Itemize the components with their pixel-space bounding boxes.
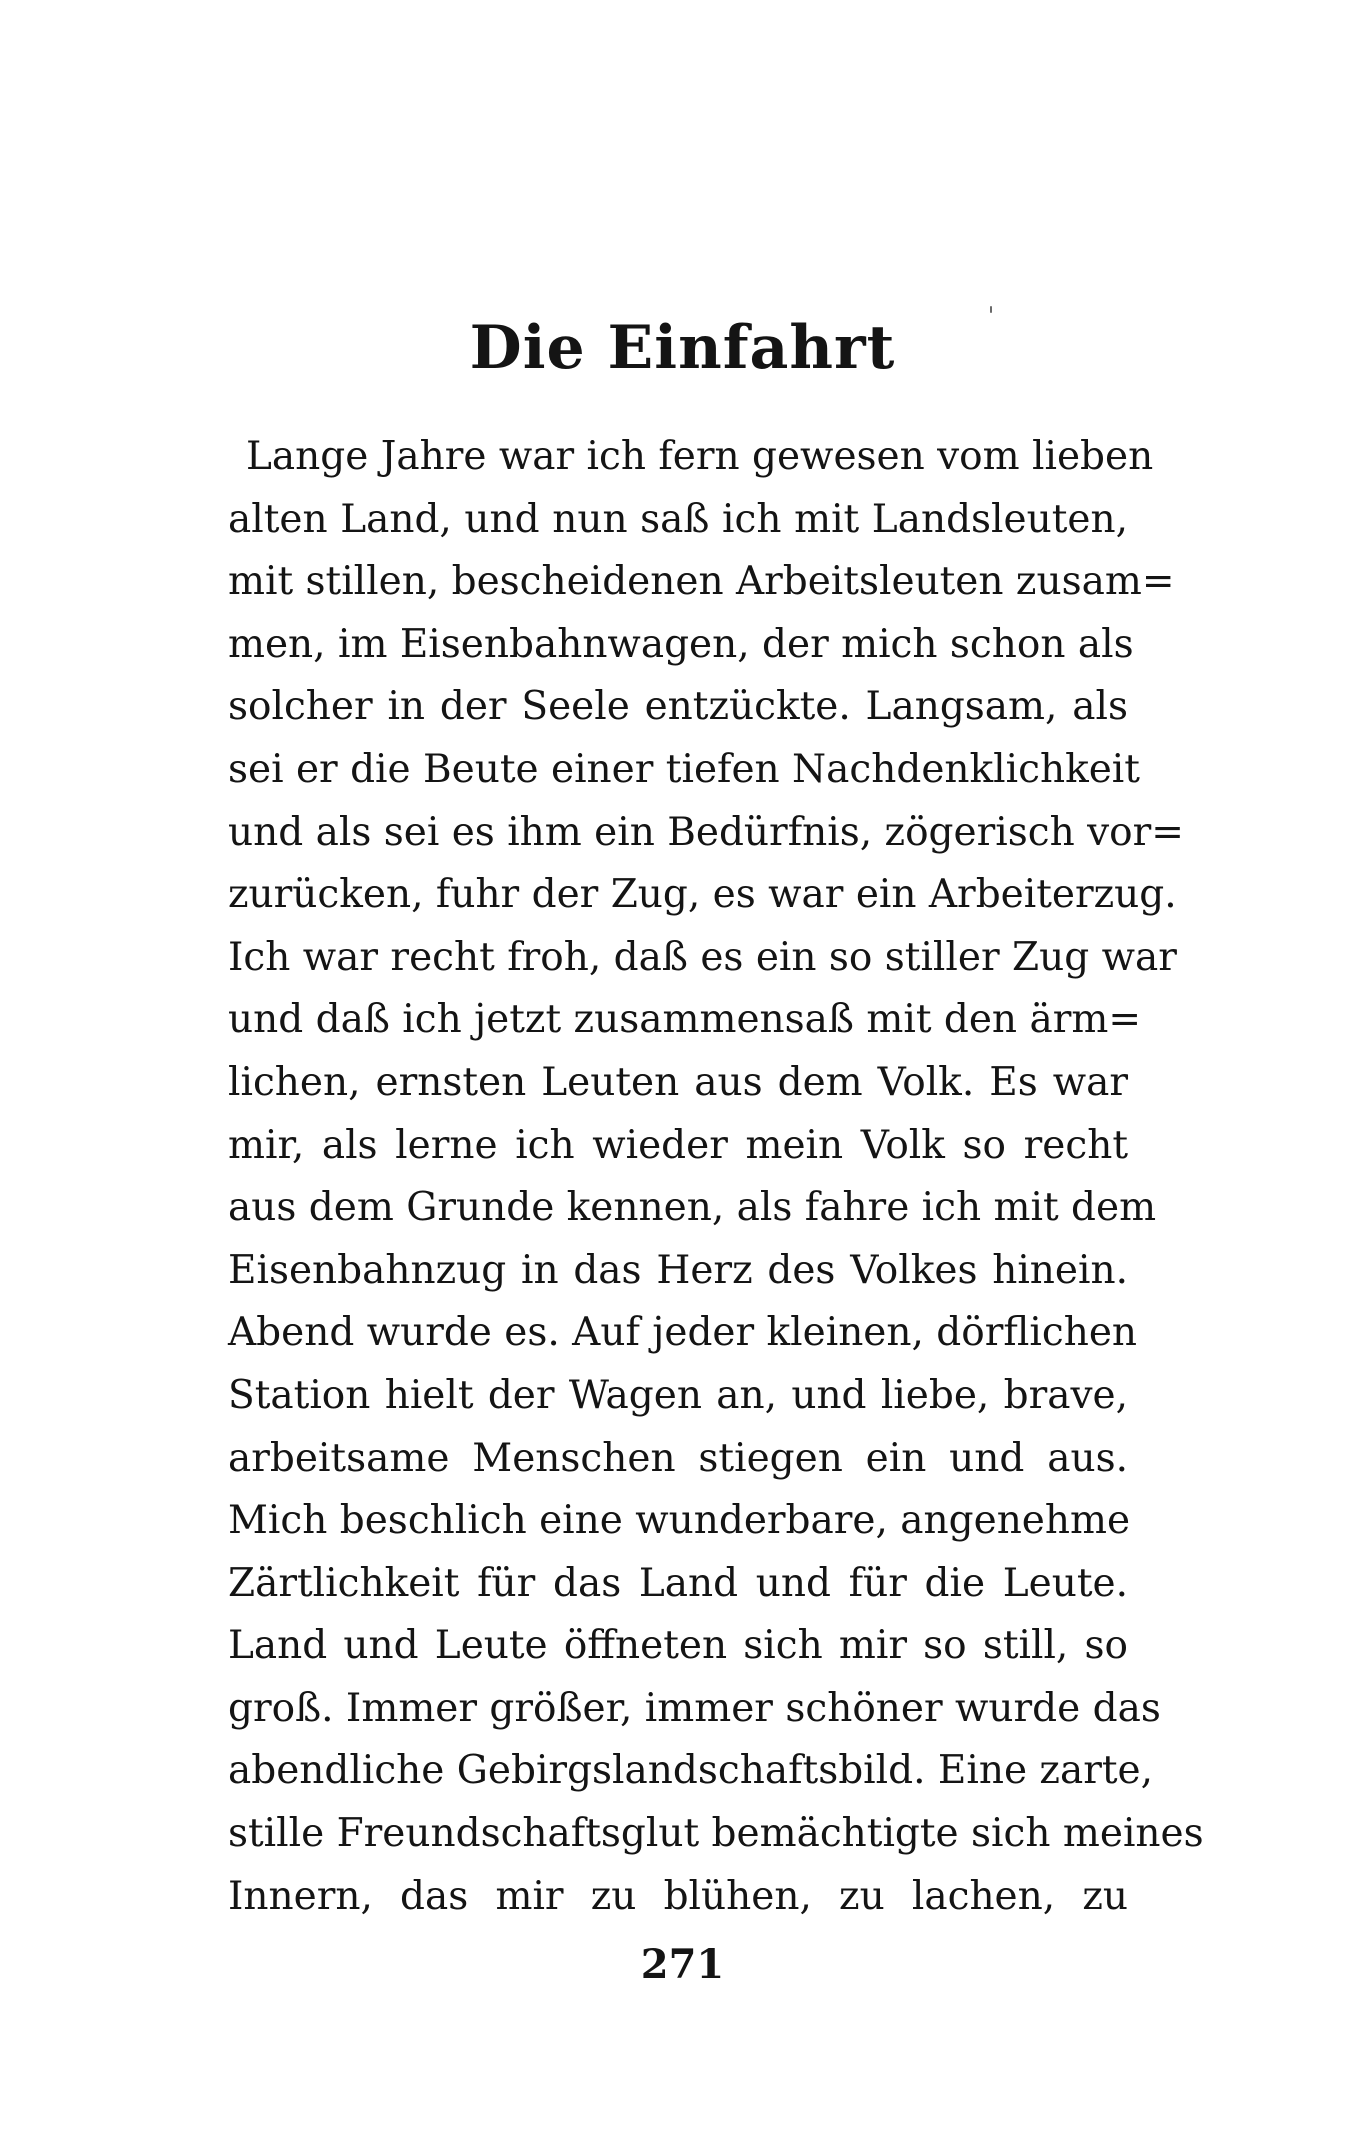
text-line: mit stillen, bescheidenen Arbeitsleuten zusam=	[228, 559, 1175, 605]
text-line: Abend wurde es. Auf jeder kleinen, dörflichen	[228, 1310, 1138, 1356]
text-line: Mich beschlich eine wunderbare, angenehme	[228, 1498, 1131, 1544]
text-line: alten Land, und nun saß ich mit Landsleuten,	[228, 496, 1128, 542]
text-line: Lange Jahre war ich fern gewesen vom lieben	[246, 434, 1154, 479]
text-line: mir, als lerne ich wieder mein Volk so recht	[228, 1122, 1128, 1168]
text-line: arbeitsame Menschen stiegen ein und aus.	[228, 1435, 1128, 1481]
text-line: men, im Eisenbahnwagen, der mich schon als	[228, 621, 1134, 667]
text-line: Zärtlichkeit für das Land und für die Leute.	[228, 1560, 1128, 1606]
text-line: Innern, das mir zu blühen, zu lachen, zu	[228, 1873, 1128, 1919]
text-line: sei er die Beute einer tiefen Nachdenklichkeit	[228, 746, 1140, 792]
text-line: abendliche Gebirgslandschaftsbild. Eine zarte,	[228, 1748, 1154, 1794]
text-line: Eisenbahnzug in das Herz des Volkes hinein.	[228, 1247, 1128, 1293]
text-line: zurücken, fuhr der Zug, es war ein Arbeiterzug.	[228, 872, 1177, 918]
text-line: und als sei es ihm ein Bedürfnis, zögerisch vor=	[228, 809, 1184, 855]
text-line: lichen, ernsten Leuten aus dem Volk. Es war	[228, 1059, 1128, 1105]
chapter-body	[228, 426, 1204, 1928]
text-line: stille Freundschaftsglut bemächtigte sich meines	[228, 1811, 1204, 1857]
text-line: und daß ich jetzt zusammensaß mit den ärm=	[228, 997, 1141, 1043]
text-line: Land und Leute öffneten sich mir so still, so	[228, 1623, 1128, 1669]
text-line: Station hielt der Wagen an, und liebe, brave,	[228, 1372, 1128, 1418]
text-line: solcher in der Seele entzückte. Langsam, als	[228, 684, 1128, 730]
text-line: Ich war recht froh, daß es ein so stiller Zug war	[228, 934, 1177, 980]
page-number: 271	[640, 1941, 725, 1988]
chapter-title: Die Einfahrt	[469, 313, 896, 383]
text-line: groß. Immer größer, immer schöner wurde das	[228, 1685, 1161, 1731]
text-line: aus dem Grunde kennen, als fahre ich mit dem	[228, 1185, 1157, 1231]
